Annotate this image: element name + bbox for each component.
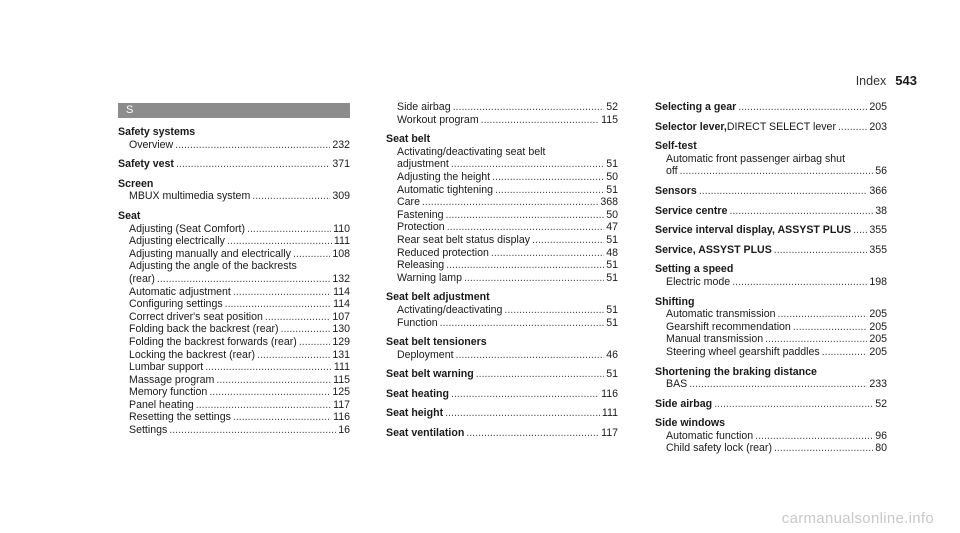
index-subentry xyxy=(118,139,350,152)
leader-dots xyxy=(689,378,867,391)
index-subentry xyxy=(118,223,350,236)
page-reference: 117 xyxy=(333,398,350,411)
index-subentry-label-line: Activating/deactivating seat belt xyxy=(397,145,546,158)
index-subentry xyxy=(118,323,350,336)
index-subentry-label: Protection xyxy=(397,221,445,234)
leader-dots xyxy=(738,101,867,114)
leader-dots xyxy=(732,276,867,289)
page-reference: 205 xyxy=(869,333,887,346)
page-number: 543 xyxy=(895,73,917,88)
index-subentry xyxy=(118,349,350,362)
page-reference: 355 xyxy=(869,224,887,237)
index-entry xyxy=(118,178,350,203)
index-subentry xyxy=(386,317,618,330)
page-reference: 117 xyxy=(601,427,618,440)
index-subentry-label: off xyxy=(666,165,678,178)
leader-dots xyxy=(774,442,873,455)
leader-dots xyxy=(729,205,873,218)
page-reference: 198 xyxy=(869,275,887,288)
page-reference: 56 xyxy=(875,165,887,178)
page-reference: 205 xyxy=(869,308,887,321)
index-subentry-label: Adjusting manually and electrically xyxy=(129,247,291,260)
leader-dots xyxy=(464,272,604,285)
index-heading: Seat belt tensioners xyxy=(386,336,487,349)
page-reference: 47 xyxy=(606,221,618,234)
leader-dots xyxy=(169,424,336,437)
leader-dots xyxy=(778,308,868,321)
page-reference: 125 xyxy=(332,386,350,399)
leader-dots xyxy=(209,386,330,399)
index-entry xyxy=(655,263,887,288)
leader-dots xyxy=(446,209,605,222)
index-subentry-label: Adjusting the height xyxy=(397,170,491,183)
index-subentry xyxy=(386,272,618,285)
leader-dots xyxy=(532,234,604,247)
leader-dots xyxy=(456,349,605,362)
index-heading: Seat belt warning xyxy=(386,368,474,381)
index-heading: Seat belt xyxy=(386,133,431,146)
leader-dots xyxy=(257,349,330,362)
page-reference: 16 xyxy=(338,424,350,437)
leader-dots xyxy=(205,361,332,374)
leader-dots xyxy=(765,333,867,346)
index-subentry xyxy=(118,235,350,248)
page-reference: 114 xyxy=(333,285,350,298)
index-subentry xyxy=(655,308,887,321)
page-reference: 309 xyxy=(332,190,350,203)
index-entry xyxy=(386,388,618,401)
page-reference: 96 xyxy=(875,429,887,442)
index-subentry xyxy=(386,196,618,209)
index-subentry-label: Memory function xyxy=(129,386,208,399)
index-subentry xyxy=(655,346,887,359)
leader-dots xyxy=(233,286,331,299)
page-reference: 130 xyxy=(332,323,350,336)
index-column-3 xyxy=(655,101,887,462)
index-subentry-label: Warning lamp xyxy=(397,271,462,284)
leader-dots xyxy=(157,273,330,286)
index-subentry-label: Automatic adjustment xyxy=(129,285,231,298)
page-reference: 116 xyxy=(601,387,618,400)
index-subentry xyxy=(118,361,350,374)
index-subentry-label: Settings xyxy=(129,424,168,437)
index-subentry-label: Activating/deactivating xyxy=(397,303,503,316)
index-heading-row xyxy=(655,244,887,257)
leader-dots xyxy=(447,221,605,234)
index-subentry-label: Function xyxy=(397,316,438,329)
index-subentry xyxy=(118,298,350,311)
leader-dots xyxy=(491,247,604,260)
index-heading-row xyxy=(386,388,618,401)
index-entry xyxy=(386,427,618,440)
page-reference: 111 xyxy=(333,235,350,248)
index-subentry xyxy=(386,304,618,317)
index-entry xyxy=(655,398,887,411)
leader-dots xyxy=(451,158,604,171)
index-heading: Side windows xyxy=(655,417,726,430)
index-heading: Safety systems xyxy=(118,126,196,138)
page-reference: 51 xyxy=(606,303,618,316)
leader-dots xyxy=(445,407,600,420)
page-reference: 46 xyxy=(606,348,618,361)
index-subentry xyxy=(386,209,618,222)
index-entry xyxy=(655,205,887,218)
index-entry xyxy=(118,210,350,437)
index-subentry-label: Adjusting (Seat Comfort) xyxy=(129,222,245,235)
leader-dots xyxy=(680,165,874,178)
index-subentry-label: Folding back the backrest (rear) xyxy=(129,323,279,336)
page-reference: 205 xyxy=(869,101,887,113)
index-subentry xyxy=(655,321,887,334)
leader-dots xyxy=(755,430,873,443)
index-heading: Seat belt adjustment xyxy=(386,291,490,304)
index-heading-row xyxy=(386,427,618,440)
page-reference: 108 xyxy=(332,247,350,260)
page-reference: 51 xyxy=(606,368,618,381)
index-heading-row xyxy=(655,205,887,218)
leader-dots xyxy=(196,399,331,412)
page-reference: 366 xyxy=(869,184,887,197)
index-heading-row xyxy=(386,368,618,381)
leader-dots xyxy=(699,185,868,198)
page-reference: 205 xyxy=(869,345,887,358)
leader-dots xyxy=(225,298,331,311)
index-subentry xyxy=(655,442,887,455)
page-reference: 131 xyxy=(332,348,350,361)
page-reference: 50 xyxy=(606,170,618,183)
leader-dots xyxy=(495,184,604,197)
index-subentry-label: MBUX multimedia system xyxy=(129,190,251,203)
leader-dots xyxy=(838,121,867,134)
index-heading: Safety vest xyxy=(118,158,174,171)
page-reference: 51 xyxy=(606,316,618,329)
page-reference: 371 xyxy=(332,158,350,171)
index-subentry-label: Reduced protection xyxy=(397,246,489,259)
index-heading: Side airbag xyxy=(655,397,713,410)
index-subentry-label: Overview xyxy=(129,138,174,151)
index-subentry-label: Automatic tightening xyxy=(397,183,493,196)
leader-dots xyxy=(853,224,867,237)
index-subentry xyxy=(386,221,618,234)
index-subentry-label: Panel heating xyxy=(129,398,194,411)
index-subentry xyxy=(386,184,618,197)
index-subentry xyxy=(655,276,887,289)
index-heading-qualifier: DIRECT SELECT lever xyxy=(726,120,836,133)
page-reference: 115 xyxy=(601,113,618,126)
index-heading-row xyxy=(655,398,887,411)
page-reference: 51 xyxy=(606,183,618,196)
index-subentry-label: Care xyxy=(397,196,420,209)
page-reference: 368 xyxy=(600,196,618,209)
index-entry xyxy=(386,133,618,284)
index-subentry-label: Gearshift recommendation xyxy=(666,320,791,333)
page-reference: 233 xyxy=(869,378,887,391)
index-subentry xyxy=(386,101,618,114)
page-reference: 110 xyxy=(333,222,350,235)
leader-dots xyxy=(822,346,868,359)
page-reference: 107 xyxy=(332,310,350,323)
index-subentry xyxy=(386,171,618,184)
leader-dots xyxy=(216,374,331,387)
index-entry xyxy=(655,140,887,178)
index-subentry-label: Adjusting electrically xyxy=(129,235,225,248)
leader-dots xyxy=(504,304,604,317)
index-subentry-label: Locking the backrest (rear) xyxy=(129,348,256,361)
index-subentry xyxy=(118,386,350,399)
index-subentry-label: Rear seat belt status display xyxy=(397,233,531,246)
leader-dots xyxy=(281,323,331,336)
index-subentry xyxy=(655,378,887,391)
index-entry xyxy=(655,296,887,359)
leader-dots xyxy=(233,411,331,424)
leader-dots xyxy=(440,317,605,330)
page-reference: 51 xyxy=(606,158,618,171)
index-entry xyxy=(118,158,350,171)
leader-dots xyxy=(476,368,604,381)
index-subentry xyxy=(386,158,618,171)
index-heading: Self-test xyxy=(655,140,697,153)
watermark: carmanualsonline.info xyxy=(781,510,934,527)
leader-dots xyxy=(252,190,330,203)
index-subentry xyxy=(655,430,887,443)
page-reference: 205 xyxy=(869,320,887,333)
index-entry xyxy=(655,224,887,237)
leader-dots xyxy=(466,427,599,440)
index-subentry xyxy=(655,333,887,346)
index-heading: Service, ASSYST PLUS xyxy=(655,243,772,256)
index-subentry-label: Configuring settings xyxy=(129,298,223,311)
index-subentry-label: Massage program xyxy=(129,373,215,386)
index-subentry-label: Resetting the settings xyxy=(129,411,231,424)
index-heading-row xyxy=(386,407,618,420)
index-subentry-label: Side airbag xyxy=(397,101,451,113)
index-subentry-label: Deployment xyxy=(397,348,454,361)
page-reference: 232 xyxy=(332,138,350,151)
index-subentry xyxy=(386,259,618,272)
index-heading: Service centre xyxy=(655,204,728,217)
index-subentry xyxy=(118,273,350,286)
index-column-2 xyxy=(386,101,618,447)
index-heading-row xyxy=(118,158,350,171)
page-reference: 203 xyxy=(869,120,887,133)
index-entry xyxy=(386,291,618,329)
index-subentry-label: BAS xyxy=(666,378,688,391)
index-heading-row xyxy=(655,121,887,134)
page-reference: 52 xyxy=(875,397,887,410)
index-subentry xyxy=(118,374,350,387)
page-reference: 51 xyxy=(606,271,618,284)
page-reference: 51 xyxy=(606,233,618,246)
index-subentry xyxy=(118,399,350,412)
index-heading-row xyxy=(655,185,887,198)
index-heading-row xyxy=(655,101,887,114)
page-reference: 115 xyxy=(333,373,350,386)
index-heading: Shortening the braking distance xyxy=(655,365,817,378)
letter-heading: S xyxy=(118,103,350,118)
index-subentry-label: Correct driver's seat position xyxy=(129,310,263,323)
index-entry xyxy=(655,244,887,257)
index-subentry xyxy=(655,165,887,178)
index-entry xyxy=(118,126,350,151)
index-subentry-label: Fastening xyxy=(397,208,444,221)
page-reference: 111 xyxy=(333,361,350,374)
index-subentry-label: Steering wheel gearshift paddles xyxy=(666,345,820,358)
index-subentry-label: Automatic function xyxy=(666,429,754,442)
page-reference: 111 xyxy=(601,407,618,420)
index-heading: Seat ventilation xyxy=(386,427,465,440)
index-heading: Seat heating xyxy=(386,387,449,400)
page-reference: 50 xyxy=(606,208,618,221)
index-subentry xyxy=(386,114,618,127)
index-heading-row xyxy=(655,224,887,237)
index-entry xyxy=(655,417,887,455)
leader-dots xyxy=(492,171,604,184)
index-subentry-label: Electric mode xyxy=(666,275,731,288)
leader-dots xyxy=(247,223,331,236)
index-column-1 xyxy=(118,101,350,444)
index-subentry xyxy=(118,411,350,424)
index-entry xyxy=(655,185,887,198)
page-reference: 38 xyxy=(875,204,887,217)
index-subentry xyxy=(386,247,618,260)
index-heading: Selector lever, xyxy=(655,120,727,133)
page-reference: 116 xyxy=(333,411,350,424)
page-reference: 355 xyxy=(869,243,887,256)
index-subentry-label: Child safety lock (rear) xyxy=(666,442,772,455)
leader-dots xyxy=(422,196,598,209)
index-subentry-label: Lumbar support xyxy=(129,361,204,374)
page-header xyxy=(856,73,917,88)
index-heading: Service interval display, ASSYST PLUS xyxy=(655,224,852,237)
index-heading: Shifting xyxy=(655,295,695,308)
index-subentry-label: Manual transmission xyxy=(666,333,764,346)
leader-dots xyxy=(446,259,604,272)
leader-dots xyxy=(176,158,330,171)
index-entry xyxy=(655,121,887,134)
leader-dots xyxy=(175,139,330,152)
index-subentry xyxy=(386,349,618,362)
index-heading: Sensors xyxy=(655,184,697,197)
index-subentry-label-line: Automatic front passenger airbag shut xyxy=(666,152,846,165)
index-entry xyxy=(655,101,887,114)
index-subentry-label-line: Adjusting the angle of the backrests xyxy=(129,260,297,273)
page-reference: 51 xyxy=(606,259,618,272)
index-subentry xyxy=(118,190,350,203)
leader-dots xyxy=(793,321,867,334)
leader-dots xyxy=(299,336,331,349)
leader-dots xyxy=(774,244,868,257)
index-subentry xyxy=(386,234,618,247)
index-heading: Setting a speed xyxy=(655,263,734,276)
index-subentry-label: Releasing xyxy=(397,259,445,272)
leader-dots xyxy=(714,398,873,411)
leader-dots xyxy=(227,235,332,248)
index-entry xyxy=(655,366,887,391)
page-reference: 132 xyxy=(332,272,350,285)
leader-dots xyxy=(481,114,599,127)
index-entry xyxy=(386,368,618,381)
index-subentry xyxy=(118,311,350,324)
page-reference: 114 xyxy=(333,298,350,311)
index-subentry-label: Folding the backrest forwards (rear) xyxy=(129,335,297,348)
index-subentry-label: Automatic transmission xyxy=(666,308,776,321)
index-heading: Selecting a gear xyxy=(655,101,737,113)
index-subentry xyxy=(118,424,350,437)
index-heading: Seat height xyxy=(386,407,444,420)
index-subentry-label: Workout program xyxy=(397,113,479,126)
index-subentry xyxy=(118,336,350,349)
section-name: Index xyxy=(855,74,887,88)
page-reference: 129 xyxy=(332,335,350,348)
index-entry xyxy=(386,407,618,420)
index-subentry xyxy=(118,286,350,299)
page-reference: 80 xyxy=(875,442,887,455)
leader-dots xyxy=(453,101,605,114)
index-subentry-label: (rear) xyxy=(129,272,155,285)
leader-dots xyxy=(293,248,330,261)
page-reference: 52 xyxy=(606,101,618,113)
leader-dots xyxy=(451,388,599,401)
index-subentry-label: adjustment xyxy=(397,158,449,171)
index-heading: Screen xyxy=(118,177,154,190)
page-reference: 48 xyxy=(606,246,618,259)
index-entry xyxy=(386,336,618,361)
index-entry xyxy=(386,101,618,126)
index-subentry xyxy=(118,248,350,261)
index-heading: Seat xyxy=(118,209,141,222)
leader-dots xyxy=(265,311,330,324)
